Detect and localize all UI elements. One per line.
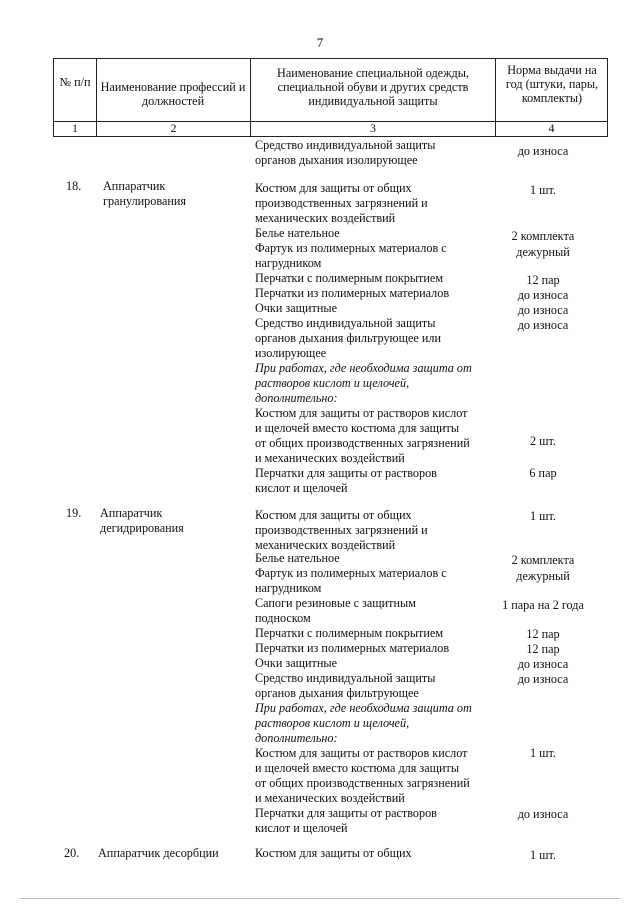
item-line: Средство индивидуальной защиты [255, 138, 436, 152]
item-line: Костюм для защиты от общих [255, 846, 412, 860]
item-line: Белье нательное [255, 226, 340, 240]
item-line: Костюм для защиты от общих [255, 508, 412, 522]
page-number: 7 [316, 35, 324, 50]
header-col-number: № п/п [59, 75, 91, 89]
norm-value: до износа [517, 288, 569, 302]
norm-value: до износа [517, 303, 569, 317]
column-number-1: 1 [72, 121, 78, 135]
item-line: механических воздействий [255, 538, 396, 552]
italic-note: растворов кислот и щелочей, [255, 376, 410, 390]
item-line: Перчатки с полимерным покрытием [255, 271, 444, 285]
item-line: кислот и щелочей [255, 481, 348, 495]
column-number-2: 2 [170, 121, 177, 135]
italic-note: растворов кислот и щелочей, [255, 716, 410, 730]
row-number: 18. [66, 179, 82, 193]
norm-value: 6 пар [529, 466, 557, 480]
item-line: Средство индивидуальной защиты [255, 671, 436, 685]
column-numbers-rule [53, 136, 608, 137]
norm-value: до износа [517, 657, 569, 671]
profession-name: Аппаратчик десорбции [98, 846, 219, 860]
norm-value: до износа [517, 144, 569, 158]
item-line: Перчатки для защиты от растворов [255, 466, 437, 480]
item-line: подноском [255, 611, 311, 625]
norm-value: 2 комплекта [511, 229, 575, 243]
column-number-4: 4 [548, 121, 555, 135]
item-line: производственных загрязнений и [255, 523, 428, 537]
item-line: Перчатки для защиты от растворов [255, 806, 437, 820]
item-line: нагрудником [255, 256, 322, 270]
italic-note: При работах, где необходима защита от [255, 361, 472, 375]
norm-value: до износа [517, 672, 569, 686]
item-line: Костюм для защиты от растворов кислот [255, 746, 468, 760]
item-line: и щелочей вместо костюма для защиты [255, 421, 460, 435]
norm-value: 1 пара на 2 года [502, 598, 584, 612]
item-line: и механических воздействий [255, 791, 405, 805]
italic-note: дополнительно: [255, 391, 338, 405]
item-line: и механических воздействий [255, 451, 405, 465]
norm-value: до износа [517, 807, 569, 821]
italic-note: При работах, где необходима защита от [255, 701, 472, 715]
profession-name: гранулирования [103, 194, 187, 208]
norm-value: 12 пар [526, 642, 560, 656]
profession-name: дегидрирования [100, 521, 184, 535]
item-line: кислот и щелочей [255, 821, 348, 835]
norm-value: дежурный [516, 569, 570, 583]
norm-value: 2 комплекта [511, 553, 575, 567]
header-col-profession: Наименование профессий и должностей [100, 80, 246, 109]
header-col-norm: Норма выдачи на год (штуки, пары, комплекты) [505, 63, 599, 106]
item-line: изолирующее [255, 346, 327, 360]
norm-value: 1 шт. [530, 848, 556, 862]
table-right-rule [607, 58, 608, 137]
row-number: 19. [66, 506, 82, 520]
norm-value: 12 пар [526, 273, 560, 287]
norm-value: 1 шт. [530, 509, 556, 523]
italic-note: дополнительно: [255, 731, 338, 745]
item-line: Перчатки из полимерных материалов [255, 286, 450, 300]
norm-value: 1 шт. [530, 746, 556, 760]
item-line: Перчатки из полимерных материалов [255, 641, 450, 655]
profession-name: Аппаратчик [100, 506, 163, 520]
item-line: органов дыхания изолирующее [255, 153, 418, 167]
page-bottom-edge [20, 898, 620, 899]
row-number: 20. [64, 846, 80, 860]
item-line: и щелочей вместо костюма для защиты [255, 761, 460, 775]
item-line: Белье нательное [255, 551, 340, 565]
table-top-rule [53, 58, 608, 59]
item-line: органов дыхания фильтрующее [255, 686, 419, 700]
header-col-item: Наименование специальной одежды, специальной обуви и других средств индивидуальной защиты [277, 66, 469, 109]
norm-value: дежурный [516, 245, 570, 259]
item-line: Сапоги резиновые с защитным [255, 596, 416, 610]
norm-value: до износа [517, 318, 569, 332]
norm-value: 12 пар [526, 627, 560, 641]
item-line: нагрудником [255, 581, 322, 595]
profession-name: Аппаратчик [103, 179, 166, 193]
item-line: от общих производственных загрязнений [255, 436, 470, 450]
item-line: производственных загрязнений и [255, 196, 428, 210]
item-line: Очки защитные [255, 656, 337, 670]
item-line: органов дыхания фильтрующее или [255, 331, 442, 345]
item-line: Перчатки с полимерным покрытием [255, 626, 444, 640]
item-line: Фартук из полимерных материалов с [255, 566, 447, 580]
norm-value: 2 шт. [530, 434, 556, 448]
column-number-3: 3 [370, 121, 376, 135]
item-line: механических воздействий [255, 211, 396, 225]
item-line: Средство индивидуальной защиты [255, 316, 436, 330]
item-line: Костюм для защиты от общих [255, 181, 412, 195]
item-line: от общих производственных загрязнений [255, 776, 470, 790]
item-line: Фартук из полимерных материалов с [255, 241, 447, 255]
norm-value: 1 шт. [530, 183, 556, 197]
item-line: Костюм для защиты от растворов кислот [255, 406, 468, 420]
item-line: Очки защитные [255, 301, 337, 315]
